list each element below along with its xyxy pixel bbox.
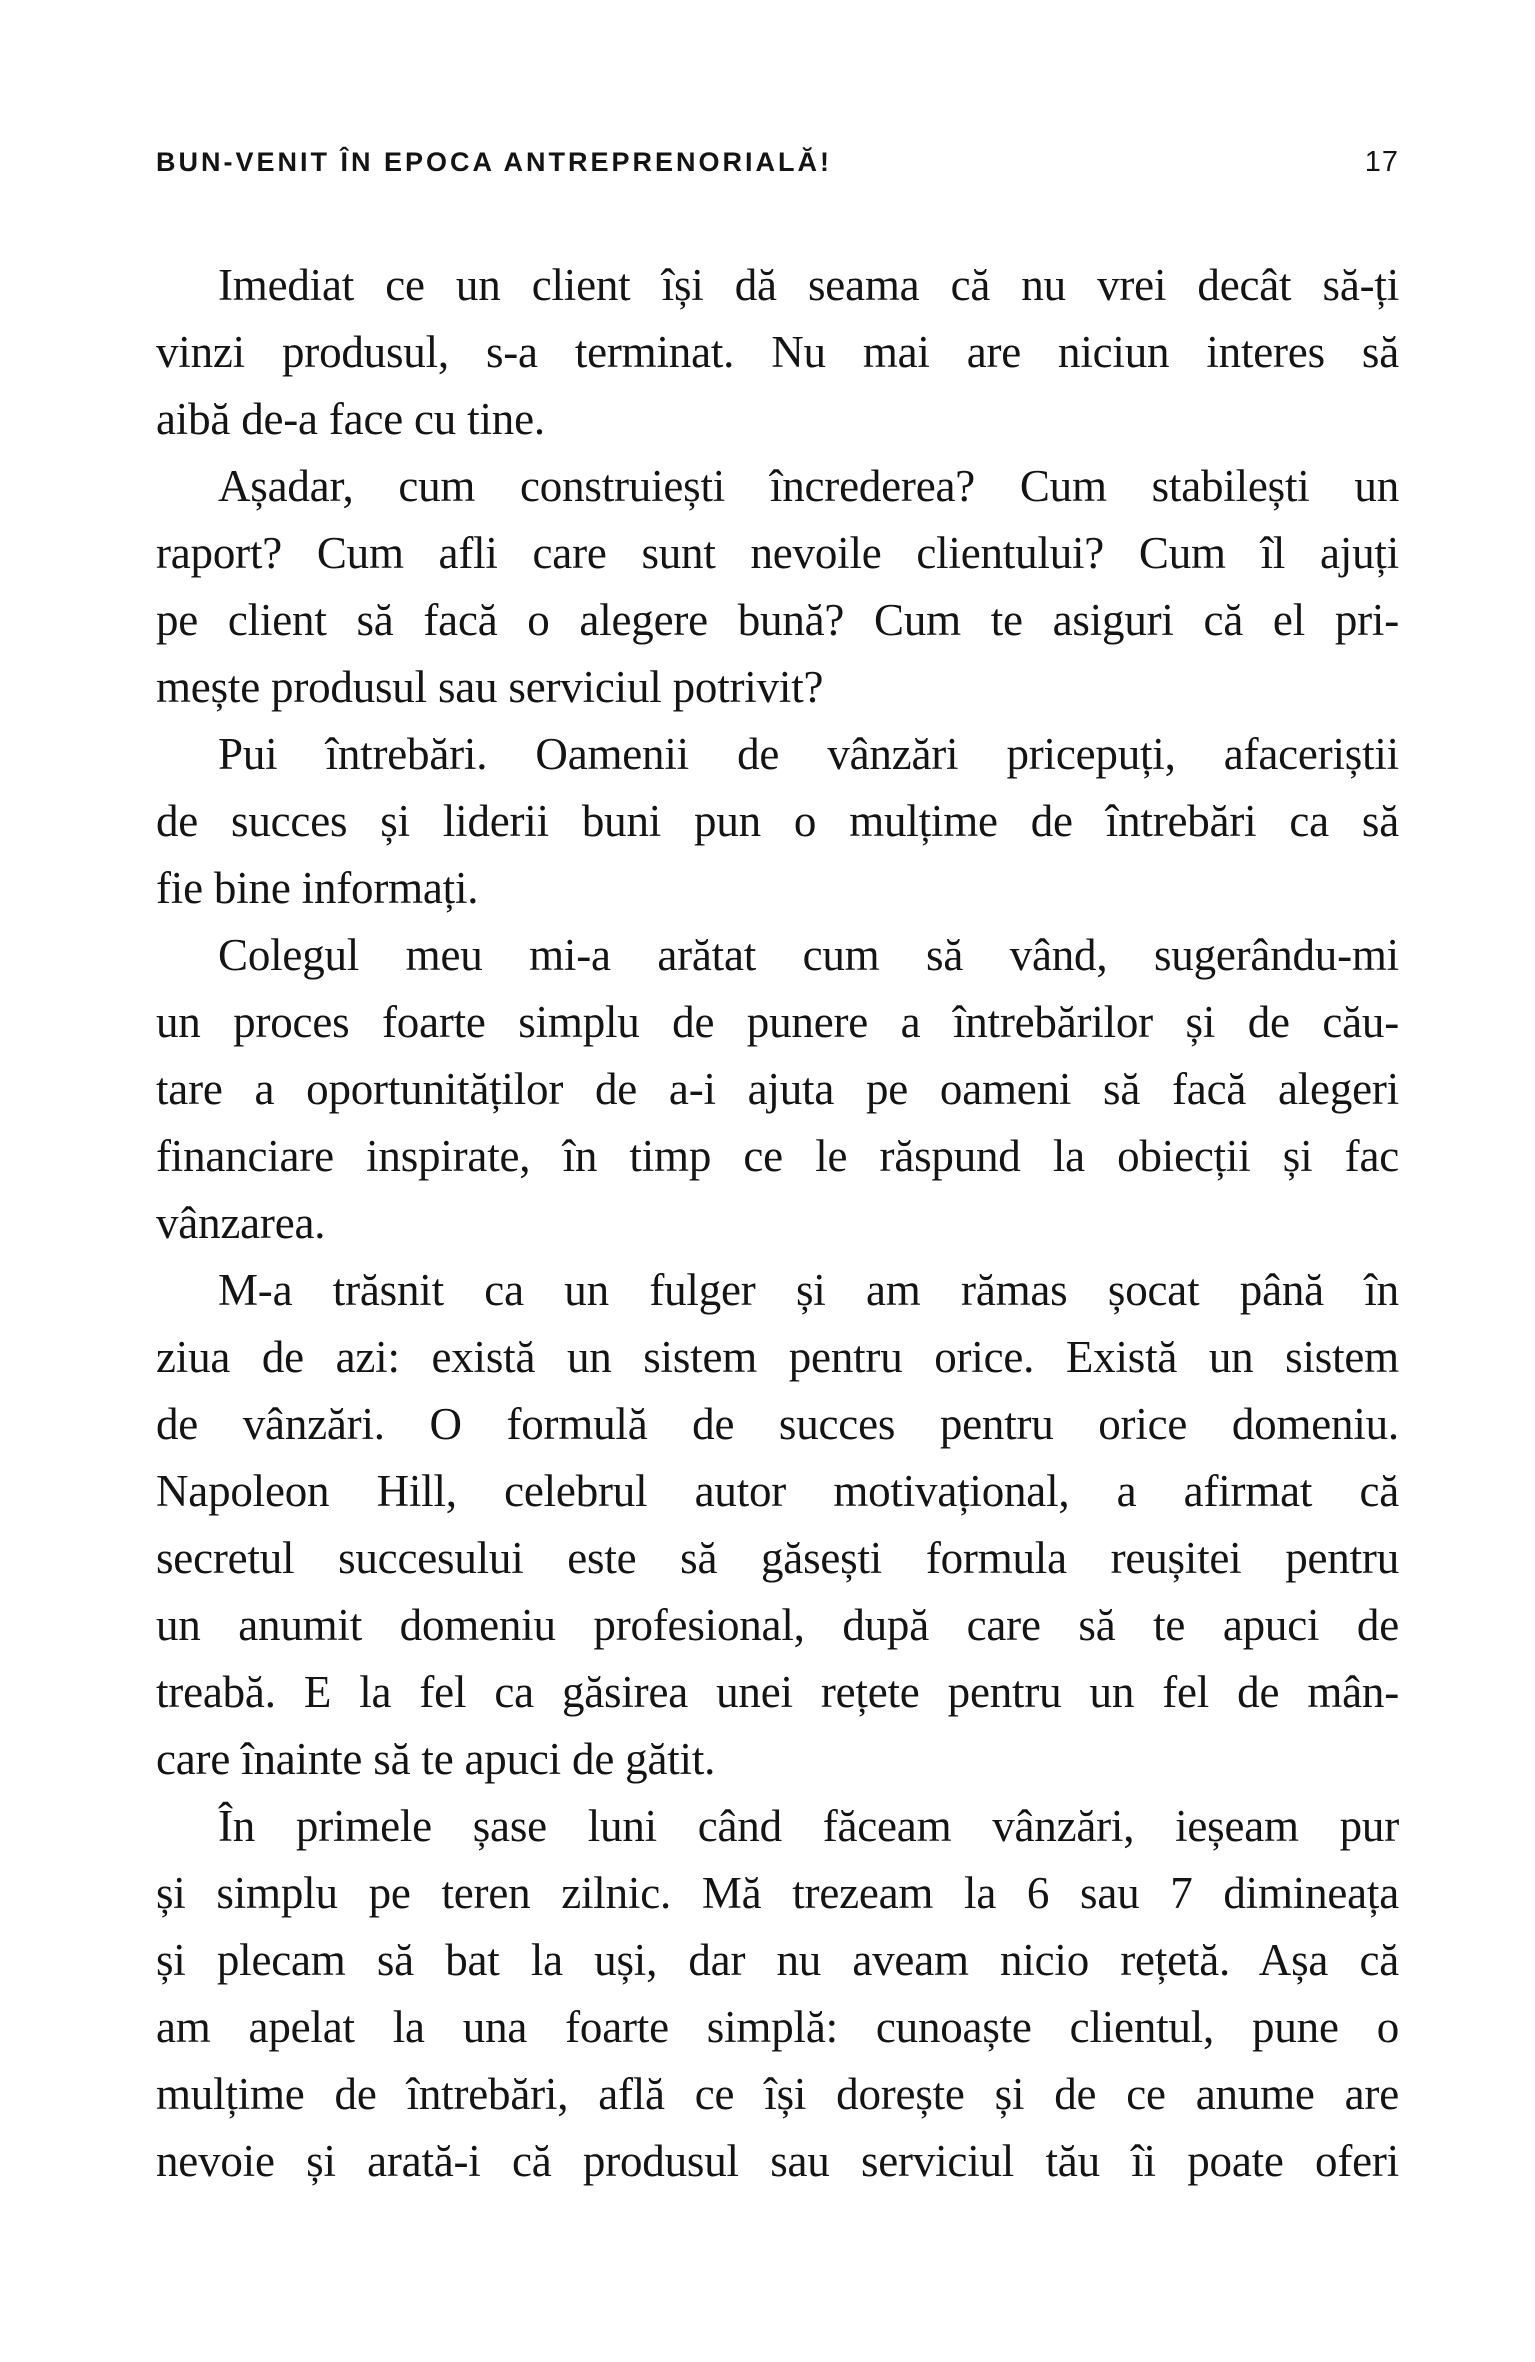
text-line: și simplu pe teren zilnic. Mă trezeam la 6 sau 7 dimineața [156, 1868, 1399, 1918]
text-line: de vânzări. O formulă de succes pentru orice domeniu. [156, 1399, 1399, 1449]
paragraph [156, 1257, 1399, 1793]
running-head: BUN-VENIT ÎN EPOCA ANTREPRENORIALĂ! [156, 147, 833, 177]
text-line: În primele șase luni când făceam vânzări, ieșeam pur [218, 1801, 1399, 1851]
text-line: raport? Cum afli care sunt nevoile clientului? Cum îl ajuți [156, 528, 1399, 578]
text-line: aibă de-a face cu tine. [156, 394, 545, 444]
text-line: ziua de azi: există un sistem pentru orice. Există un sistem [156, 1332, 1399, 1382]
text-line: mește produsul sau serviciul potrivit? [156, 662, 824, 712]
paragraph [156, 721, 1399, 922]
page-number: 17 [1364, 146, 1399, 178]
text-line: M-a trăsnit ca un fulger și am rămas șocat până în [218, 1265, 1399, 1315]
text-line: am apelat la una foarte simplă: cunoaște clientul, pune o [156, 2002, 1399, 2052]
text-line: un anumit domeniu profesional, după care să te apuci de [156, 1600, 1399, 1650]
paragraph [156, 1793, 1399, 2195]
paragraph [156, 252, 1399, 453]
text-line: mulțime de întrebări, află ce își dorește și de ce anume are [156, 2069, 1399, 2119]
text-line: financiare inspirate, în timp ce le răspund la obiecții și fac [156, 1131, 1399, 1181]
text-line: și plecam să bat la uși, dar nu aveam nicio rețetă. Așa că [156, 1935, 1399, 1985]
text-line: secretul succesului este să găsești formula reușitei pentru [156, 1533, 1399, 1583]
text-line: nevoie și arată-i că produsul sau serviciul tău îi poate oferi [156, 2136, 1399, 2186]
text-line: tare a oportunităților de a-i ajuta pe oameni să facă alegeri [156, 1064, 1399, 1114]
text-line: Napoleon Hill, celebrul autor motivațional, a afirmat că [156, 1466, 1399, 1516]
text-line: Așadar, cum construiești încrederea? Cum stabilești un [218, 461, 1399, 511]
text-line: un proces foarte simplu de punere a întrebărilor și de cău- [156, 997, 1399, 1047]
text-line: treabă. E la fel ca găsirea unei rețete pentru un fel de mân- [156, 1667, 1399, 1717]
text-line: fie bine informați. [156, 863, 479, 913]
text-line: Colegul meu mi-a arătat cum să vând, sugerându-mi [218, 930, 1399, 980]
text-line: Imediat ce un client își dă seama că nu vrei decât să-ți [218, 260, 1399, 310]
paragraph [156, 922, 1399, 1257]
text-line: vinzi produsul, s-a terminat. Nu mai are niciun interes să [156, 327, 1399, 377]
text-line: Pui întrebări. Oamenii de vânzări pricepuți, afaceriștii [218, 729, 1399, 779]
text-line: vânzarea. [156, 1198, 326, 1248]
text-line: care înainte să te apuci de gătit. [156, 1734, 716, 1784]
text-line: de succes și liderii buni pun o mulțime de întrebări ca să [156, 796, 1399, 846]
text-line: pe client să facă o alegere bună? Cum te asiguri că el pri- [156, 595, 1399, 645]
paragraph [156, 453, 1399, 721]
page-body [156, 252, 1399, 2195]
page-header [156, 146, 1399, 179]
